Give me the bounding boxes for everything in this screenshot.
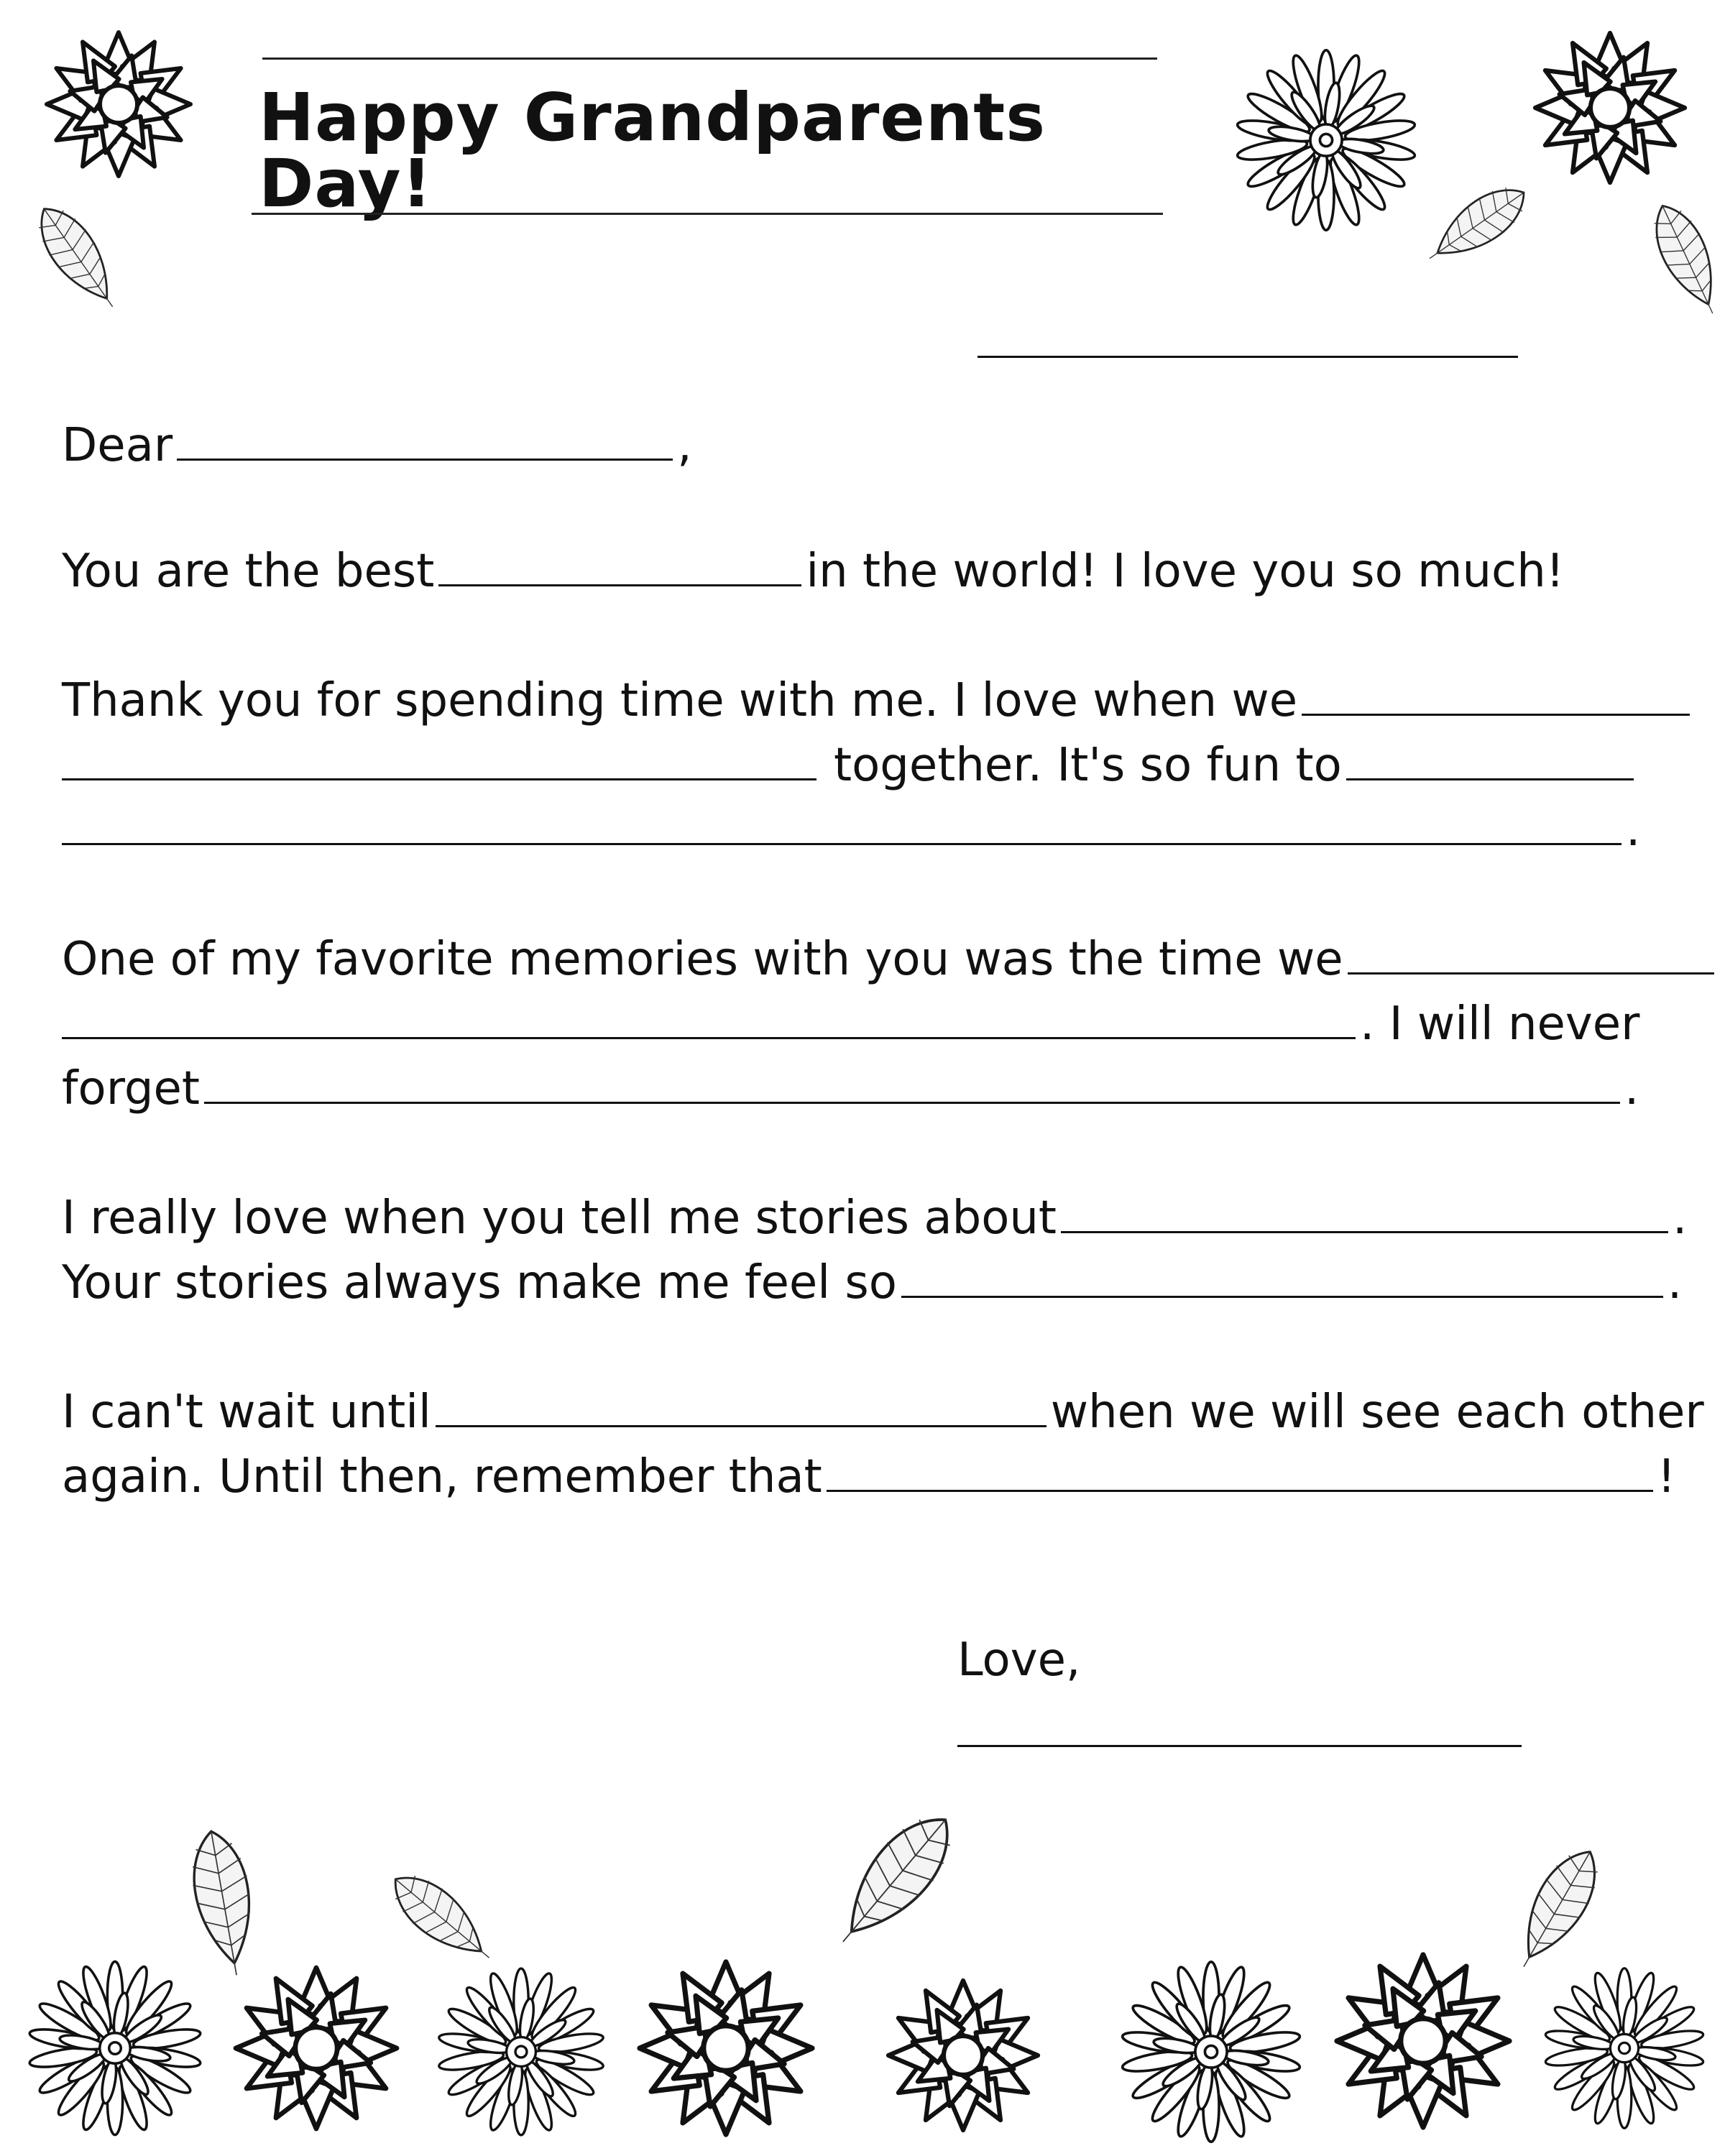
- paragraph-text: .: [1624, 1062, 1639, 1115]
- salutation-line: [62, 417, 692, 472]
- memory-field-1[interactable]: [1348, 931, 1714, 975]
- salutation-comma: ,: [677, 419, 692, 472]
- activity-field-2[interactable]: [62, 737, 816, 780]
- leaf-icon: [1409, 165, 1552, 280]
- paragraph-text: Your stories always make me feel so: [62, 1256, 897, 1309]
- paragraph-text: .: [1673, 1192, 1688, 1245]
- dahlia-flower-icon: [1315, 1933, 1531, 2149]
- next-visit-field[interactable]: [436, 1383, 1046, 1427]
- signature-field[interactable]: [957, 1745, 1522, 1747]
- title-bottom-rule: [252, 213, 1163, 215]
- paragraph-text: .: [1667, 1256, 1683, 1309]
- page-title: Happy Grandparents Day!: [259, 79, 1046, 222]
- paragraph-1-line-1: [62, 543, 1565, 598]
- salutation-lead: Dear: [62, 419, 173, 472]
- daisy-flower-icon: [1229, 43, 1423, 237]
- title-top-rule: [262, 57, 1157, 60]
- stories-topic-field[interactable]: [1061, 1189, 1668, 1233]
- feeling-field[interactable]: [901, 1254, 1663, 1298]
- paragraph-3-line-1: [62, 931, 1719, 986]
- paragraph-4-line-1: [62, 1189, 1688, 1245]
- paragraph-text: .: [1626, 803, 1641, 857]
- paragraph-5-line-2: [62, 1448, 1676, 1503]
- recipient-name-field[interactable]: [177, 417, 673, 461]
- dahlia-flower-icon: [870, 1962, 1057, 2149]
- remember-field[interactable]: [827, 1448, 1653, 1492]
- paragraph-2-line-2: [62, 737, 1638, 792]
- paragraph-text: !: [1657, 1450, 1676, 1503]
- paragraph-3-line-3: [62, 1060, 1639, 1115]
- paragraph-text: forget: [62, 1062, 200, 1115]
- paragraph-2-line-1: [62, 672, 1694, 727]
- daisy-flower-icon: [22, 1955, 208, 2142]
- daisy-flower-icon: [1114, 1955, 1308, 2149]
- fun-activity-field-1[interactable]: [1346, 737, 1634, 780]
- fun-activity-field-2[interactable]: [62, 801, 1622, 845]
- daisy-flower-icon: [1538, 1962, 1711, 2134]
- best-role-field[interactable]: [438, 543, 801, 586]
- leaf-icon: [812, 1789, 985, 1962]
- dahlia-flower-icon: [618, 1940, 834, 2156]
- paragraph-text: Thank you for spending time with me. I love when we: [62, 674, 1298, 727]
- never-forget-field[interactable]: [204, 1060, 1620, 1104]
- paragraph-text: in the world! I love you so much!: [806, 545, 1565, 598]
- paragraph-text: again. Until then, remember that: [62, 1450, 822, 1503]
- dahlia-flower-icon: [29, 14, 208, 194]
- paragraph-text: I can't wait until: [62, 1386, 431, 1439]
- paragraph-3-line-2: [62, 995, 1640, 1051]
- dahlia-flower-icon: [216, 1948, 417, 2149]
- activity-field-1[interactable]: [1302, 672, 1690, 716]
- paragraph-text: I really love when you tell me stories about: [62, 1192, 1057, 1245]
- paragraph-5-line-1: [62, 1383, 1704, 1439]
- closing-text: Love,: [957, 1634, 1081, 1687]
- memory-field-2[interactable]: [62, 995, 1356, 1039]
- leaf-icon: [1646, 187, 1725, 323]
- paragraph-text: One of my favorite memories with you was the time we: [62, 933, 1343, 986]
- leaf-icon: [22, 194, 129, 323]
- paragraph-2-line-3: [62, 801, 1641, 857]
- paragraph-text: . I will never: [1360, 998, 1640, 1051]
- paragraph-text: together. It's so fun to: [834, 739, 1342, 792]
- daisy-flower-icon: [431, 1962, 611, 2142]
- paragraph-text: when we will see each other: [1050, 1386, 1704, 1439]
- date-field[interactable]: [978, 356, 1518, 358]
- paragraph-text: You are the best: [62, 545, 435, 598]
- paragraph-4-line-2: [62, 1254, 1683, 1309]
